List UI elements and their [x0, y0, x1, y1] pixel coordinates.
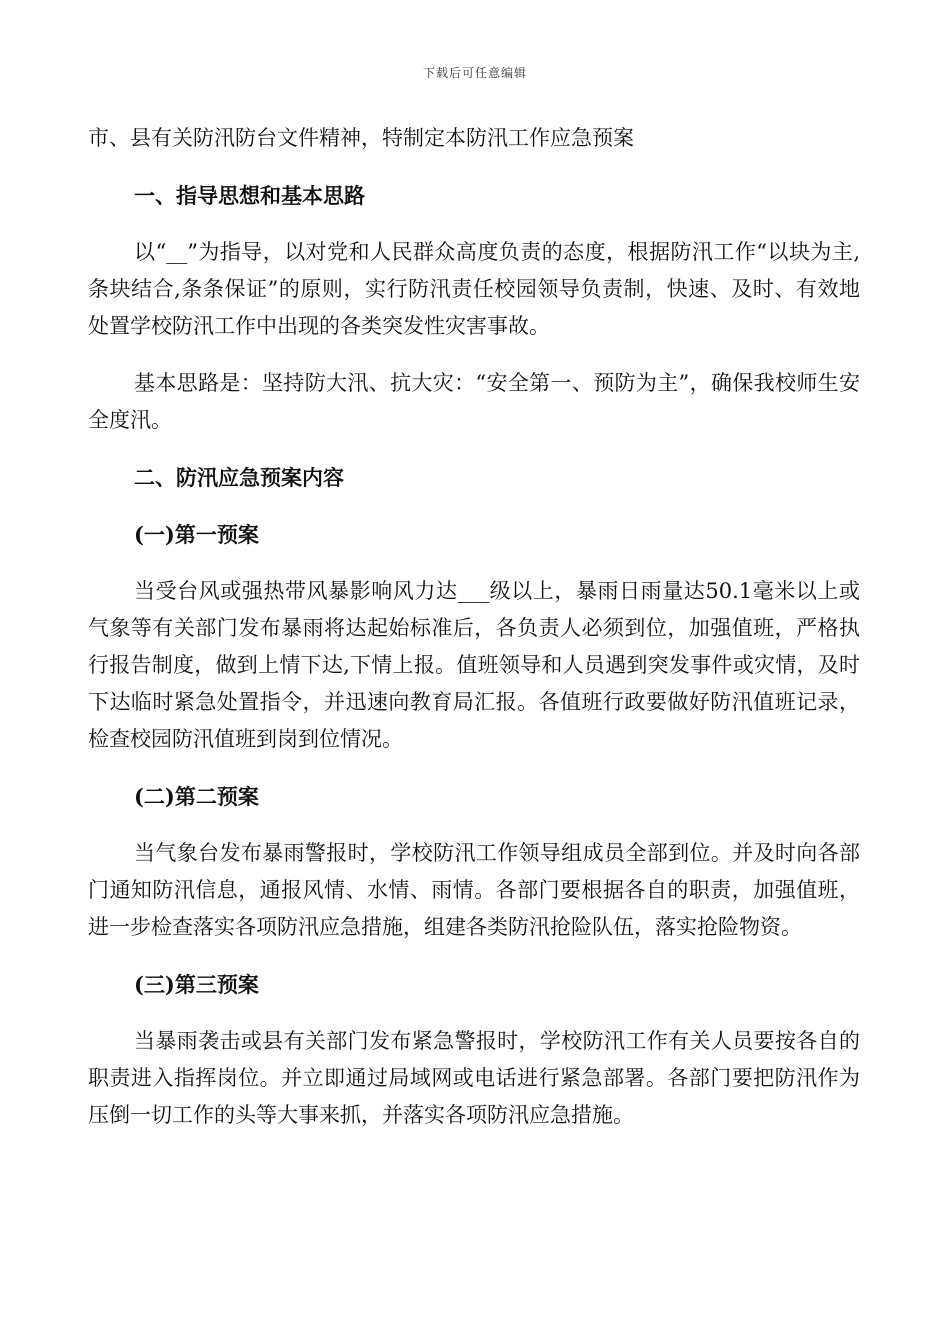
plan-3-body: 当暴雨袭击或县有关部门发布紧急警报时，学校防汛工作有关人员要按各自的职责进入指挥岗位。并立即通过局域网或电话进行紧急部署。各部门要把防汛作为压倒一切工作的头等大事来抓，并落实各项防汛应急措施。 — [88, 1029, 860, 1127]
section-1-paragraph-2: 基本思路是：坚持防大汛、抗大灾：“安全第一、预防为主”，确保我校师生安全度汛。 — [88, 371, 860, 432]
section-1-title: 一、指导思想和基本思路 — [134, 183, 365, 208]
plan-1-title: (一)第一预案 — [134, 522, 259, 547]
plan-2-title: (二)第二预案 — [134, 784, 259, 809]
plan-3-title: (三)第三预案 — [134, 972, 259, 997]
section-1-paragraph-1: 以“__”为指导，以对党和人民群众高度负责的态度，根据防汛工作“以块为主,条块结合,条条保证”的原则，实行防汛责任校园领导负责制，快速、及时、有效地处置学校防汛工作中出现的各类突发性灾害事故。 — [88, 240, 860, 338]
header-note: 下载后可任意编辑 — [422, 66, 527, 80]
intro-line: 市、县有关防汛防台文件精神，特制定本防汛工作应急预案 — [88, 126, 634, 150]
plan-2-body: 当气象台发布暴雨警报时，学校防汛工作领导组成员全部到位。并及时向各部门通知防汛信息，通报风情、水情、雨情。各部门要根据各自的职责，加强值班，进一步检查落实各项防汛应急措施，组建各类防汛抢险队伍，落实抢险物资。 — [88, 841, 860, 939]
section-2-title: 二、防汛应急预案内容 — [134, 465, 344, 490]
document-body — [88, 120, 860, 1134]
plan-1-body: 当受台风或强热带风暴影响风力达___级以上，暴雨日雨量达50.1毫米以上或气象等有关部门发布暴雨将达起始标准后，各负责人必须到位，加强值班，严格执行报告制度，做到上情下达,下情上报。值班领导和人员遇到突发事件或灾情，及时下达临时紧急处置指令，并迅速向教育局汇报。各值班行政要做好防汛值班记录，检查校园防汛值班到岗到位情况。 — [88, 579, 860, 751]
